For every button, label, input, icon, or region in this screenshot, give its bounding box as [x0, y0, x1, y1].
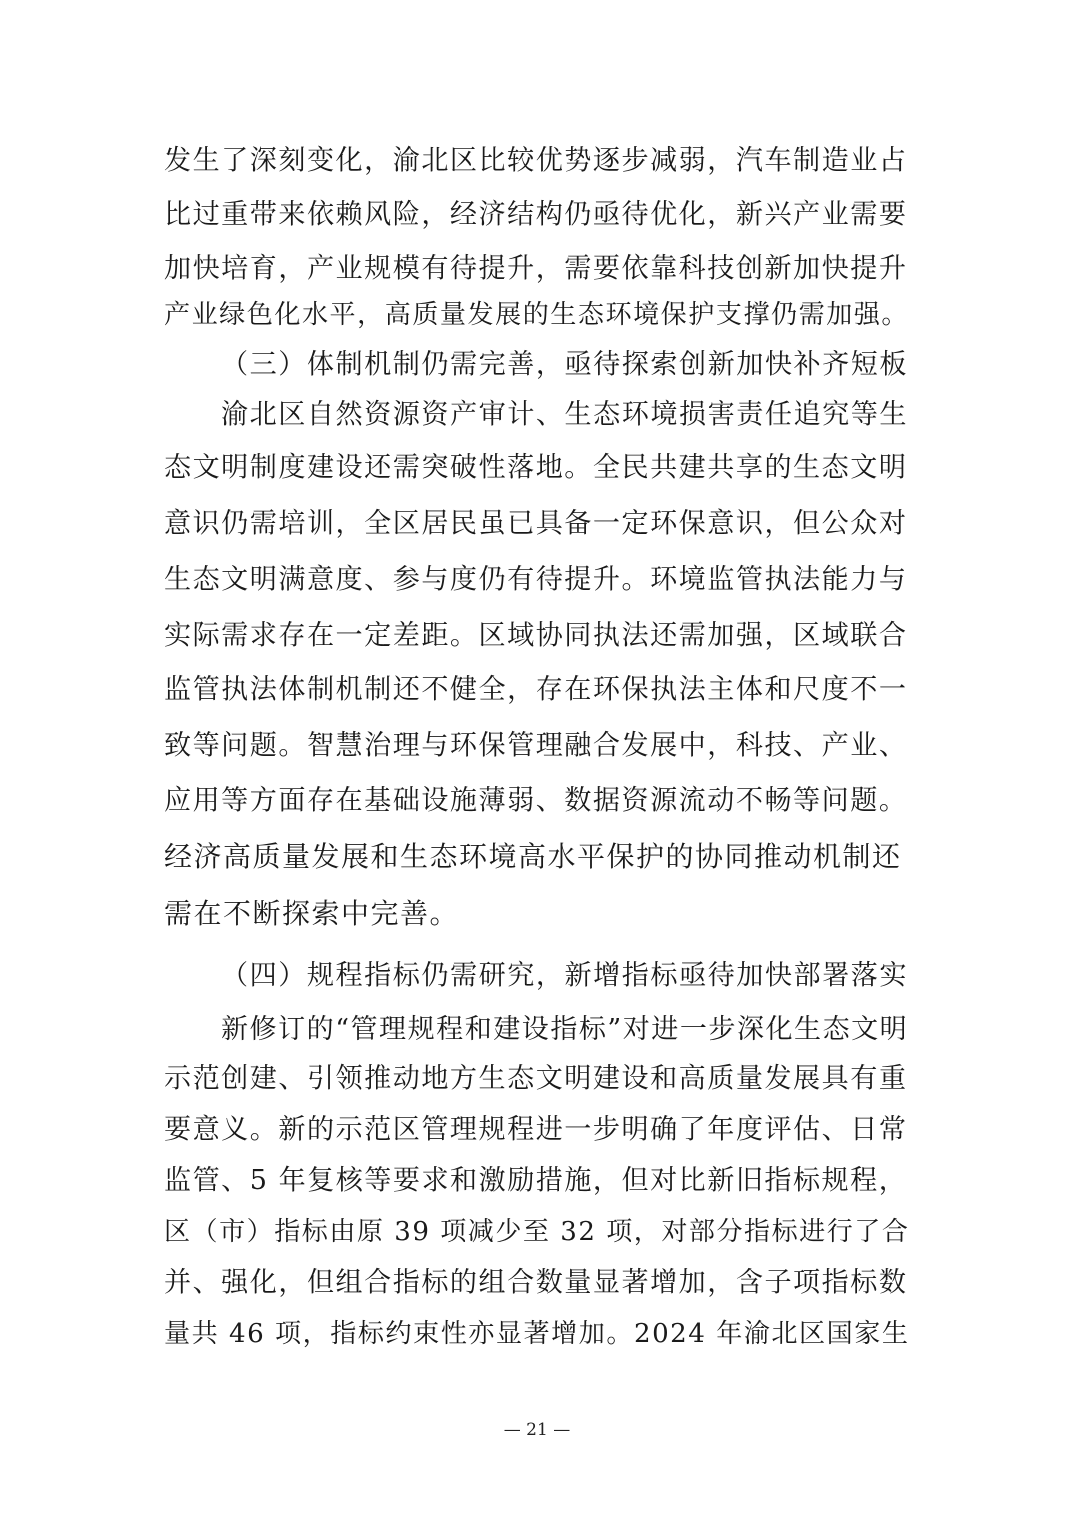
body-text-line: 比过重带来依赖风险，经济结构仍亟待优化，新兴产业需要: [164, 199, 908, 230]
body-text-line: 经济高质量发展和生态环境高水平保护的协同推动机制还: [164, 840, 902, 873]
body-text-line: 生态文明满意度、参与度仍有待提升。环境监管执法能力与: [164, 564, 908, 595]
body-text-line: 并、强化，但组合指标的组合数量显著增加，含子项指标数: [164, 1267, 908, 1298]
body-text-line: 区（市）指标由原 39 项减少至 32 项，对部分指标进行了合: [164, 1217, 910, 1247]
body-text-line: 应用等方面存在基础设施薄弱、数据资源流动不畅等问题。: [164, 785, 908, 816]
body-text-line: 态文明制度建设还需突破性落地。全民共建共享的生态文明: [164, 452, 908, 483]
page-number: — 21 —: [503, 1420, 571, 1440]
body-text-line: 示范创建、引领推动地方生态文明建设和高质量发展具有重: [164, 1063, 908, 1094]
body-text-line: 量共 46 项，指标约束性亦显著增加。2024 年渝北区国家生: [164, 1319, 910, 1349]
body-text-line: 渝北区自然资源资产审计、生态环境损害责任追究等生: [221, 399, 908, 430]
body-text-line: 监管执法体制机制还不健全，存在环保执法主体和尺度不一: [164, 674, 908, 705]
body-text-line: 加快培育，产业规模有待提升，需要依靠科技创新加快提升: [164, 253, 908, 284]
body-text-line: 需在不断探索中完善。: [164, 897, 460, 930]
body-text-line: 实际需求存在一定差距。区域协同执法还需加强，区域联合: [164, 620, 908, 651]
body-text-line: 新修订的“管理规程和建设指标”对进一步深化生态文明: [221, 1014, 909, 1045]
body-text-line: 发生了深刻变化，渝北区比较优势逐步减弱，汽车制造业占: [164, 145, 908, 176]
section-heading: （三）体制机制仍需完善，亟待探索创新加快补齐短板: [221, 349, 908, 380]
body-text-line: 意识仍需培训，全区居民虽已具备一定环保意识，但公众对: [164, 508, 908, 539]
body-text-line: 产业绿色化水平，高质量发展的生态环境保护支撑仍需加强。: [164, 300, 910, 330]
body-text-line: 致等问题。智慧治理与环保管理融合发展中，科技、产业、: [164, 730, 908, 761]
section-heading: （四）规程指标仍需研究，新增指标亟待加快部署落实: [221, 960, 908, 991]
body-text-line: 监管、5 年复核等要求和激励措施，但对比新旧指标规程，: [164, 1165, 908, 1196]
body-text-line: 要意义。新的示范区管理规程进一步明确了年度评估、日常: [164, 1114, 908, 1145]
